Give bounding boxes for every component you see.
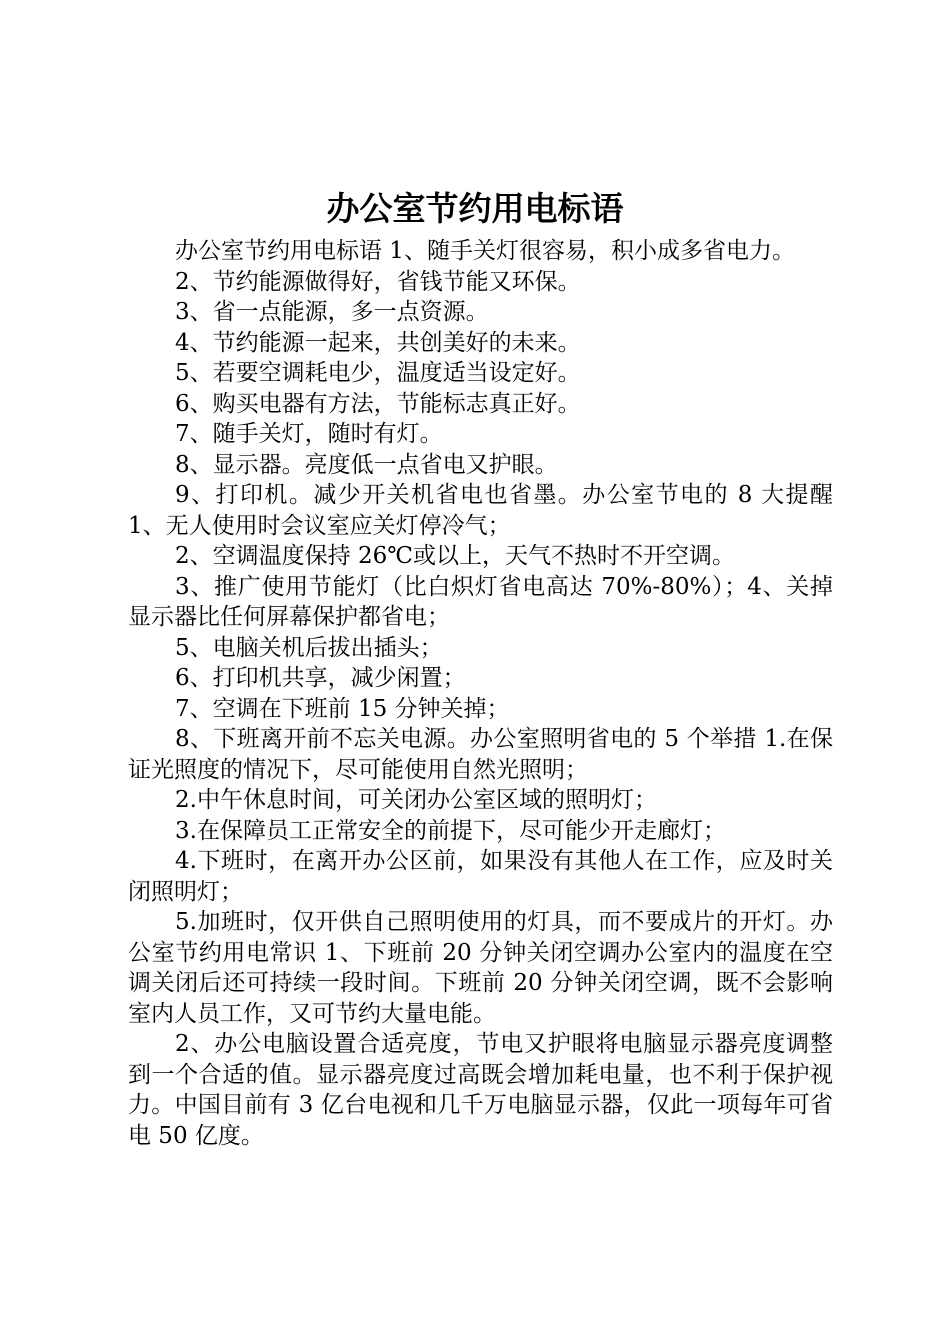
paragraph: 2、节约能源做得好，省钱节能又环保。: [175, 268, 581, 295]
document-body: [128, 236, 833, 1151]
paragraph: 2、空调温度保持 26℃或以上，天气不热时不开空调。: [175, 543, 735, 569]
paragraph: 5、若要空调耗电少，温度适当设定好。: [175, 360, 581, 386]
paragraph: 5、电脑关机后拔出插头；: [175, 634, 443, 661]
paragraph: 4.下班时，在离开办公区前，如果没有其他人在工作，应及时关闭照明灯；: [128, 848, 833, 905]
document-title: 办公室节约用电标语: [326, 189, 624, 228]
paragraph: 7、空调在下班前 15 分钟关掉；: [175, 695, 510, 722]
paragraph: 4、节约能源一起来，共创美好的未来。: [175, 329, 581, 356]
paragraph: 8、下班离开前不忘关电源。办公室照明省电的 5 个举措 1.在保证光照度的情况下，尽可能使用自然光照明；: [128, 726, 833, 783]
paragraph: 7、随手关灯，随时有灯。: [175, 421, 443, 447]
paragraph: 8、显示器。亮度低一点省电又护眼。: [175, 451, 558, 478]
paragraph: 6、打印机共享，减少闲置；: [175, 665, 466, 691]
paragraph: 办公室节约用电标语 1、随手关灯很容易，积小成多省电力。: [175, 238, 795, 264]
paragraph: 6、购买电器有方法，节能标志真正好。: [175, 390, 581, 417]
paragraph: 3、省一点能源，多一点资源。: [175, 299, 489, 325]
paragraph: 3、推广使用节能灯（比白炽灯省电高达 70%-80%）；4、关掉显示器比任何屏幕保护都省电；: [128, 573, 833, 630]
paragraph: 2、办公电脑设置合适亮度，节电又护眼将电脑显示器亮度调整到一个合适的值。显示器亮度过高既会增加耗电量，也不利于保护视力。中国目前有 3 亿台电视和几千万电脑显示器，仅此一项每年可省电 50 亿度。: [128, 1031, 833, 1149]
paragraph: 2.中午休息时间，可关闭办公室区域的照明灯；: [175, 787, 657, 813]
paragraph: 5.加班时，仅开供自己照明使用的灯具，而不要成片的开灯。办公室节约用电常识 1、下班前 20 分钟关闭空调办公室内的温度在空调关闭后还可持续一段时间。下班前 20 分钟关闭空调，既不会影响室内人员工作，又可节约大量电能。: [128, 909, 833, 1027]
paragraph: 9、打印机。减少开关机省电也省墨。办公室节电的 8 大提醒 1、无人使用时会议室应关灯停冷气；: [128, 482, 833, 539]
paragraph: 3.在保障员工正常安全的前提下，尽可能少开走廊灯；: [175, 817, 726, 844]
